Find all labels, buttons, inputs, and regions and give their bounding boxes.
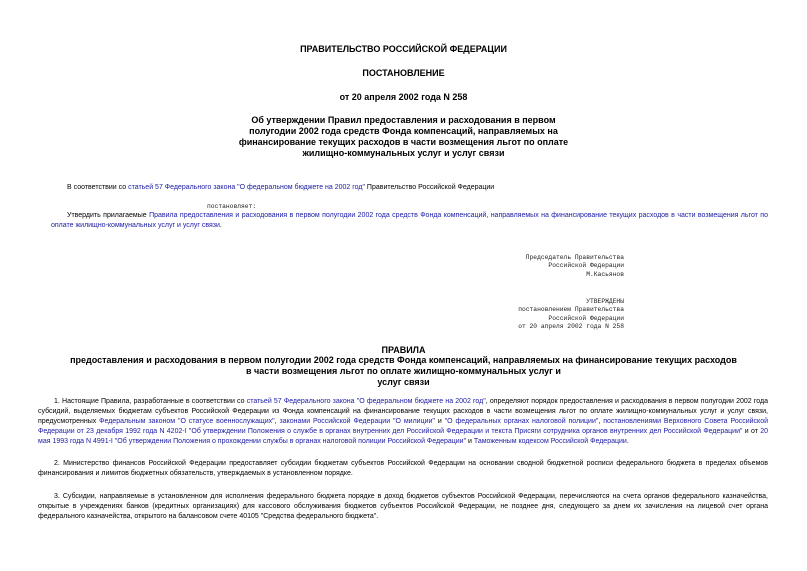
org-title: ПРАВИТЕЛЬСТВО РОССИЙСКОЙ ФЕДЕРАЦИИ [300,44,507,54]
approved-line: постановлением Правительства [518,306,624,314]
rules-subtitle-line: услуг связи [377,377,430,387]
law-link[interactable]: статьей 57 Федерального закона "О федеральном бюджете на 2002 год" [128,184,365,191]
tax-police-service-resolution-link[interactable]: 20 мая 1993 года N 4991-I "Об утверждении Положения о прохождении службы в органах налоговой полиции Российской Федерации" [38,428,768,445]
approved-line: Российской Федерации [548,314,624,322]
doc-title [0,115,807,159]
customs-code-link[interactable]: Таможенным кодексом Российской Федерации [473,438,627,445]
resolves-text: постановляет: [207,203,257,210]
preamble-text: Правительство Российской Федерации [364,184,495,191]
signature-line: Председатель Правительства [525,254,624,261]
approved-line: УТВЕРЖДЕНЫ [586,298,624,305]
rules-link[interactable]: Правила предоставления и расходования в первом полугодии 2002 года средств Фонда компенсаций, направляемых на финансирование текущих расходов в части возмещения льгот по оплате жилищно-коммунальных услуг и услуг связи [51,212,768,229]
doc-title-line: жилищно-коммунальных услуг и услуг связи [302,148,505,158]
paragraph-text: , определяют порядок предоставления и расходования в первом полугодии 2002 года субсидий, выделяемых бюджетам субъектов Российской Федерации из Фонда компенсаций на финансирование текущих расходов в части возмещения льгот по оплате жилищно-коммунальных услуг и услуг связи, предусмотренных [38,398,768,425]
militia-law-link[interactable]: законами Российской Федерации "О милиции" [279,418,435,425]
paragraph-text: и [434,418,445,425]
paragraph-text: 1. Настоящие Правила, разработанные в соответствии со [54,398,247,405]
approve-text: Утвердить прилагаемые [67,212,150,219]
doc-type: ПОСТАНОВЛЕНИЕ [362,68,445,78]
approved-block [450,298,624,331]
signature-line: М.Касьянов [586,270,624,278]
law-link[interactable]: статьей 57 Федерального закона "О федеральном бюджете на 2002 год" [246,398,486,405]
rules-paragraph-2: 2. Министерство финансов Российской Федерации предоставляет субсидии бюджетам субъектов Российской Федерации на основании сводной бюджетной росписи федерального бюджета в пределах объемов финансирования и лимитов бюджетных обязательств, утверждаемых в установленном порядке. [38,460,768,477]
rules-paragraph-1 [38,397,768,447]
approved-line: от 20 апреля 2002 года N 258 [518,322,624,330]
military-status-law-link[interactable]: Федеральным законом "О статусе военнослужащих" [99,418,275,425]
paragraph-text: , [274,418,280,425]
tax-police-law-link[interactable]: "О федеральных органах налоговой полиции" [444,418,599,425]
rules-subtitle [0,355,807,388]
paragraph-text: и [466,438,474,445]
preamble-text: В соответствии со [67,184,129,191]
rules-paragraph-3: 3. Субсидии, направляемые в установленном для исполнения федерального бюджета порядке в доход бюджетов субъектов Российской Федерации, перечисляются на счета органов федерального казначейства, открытые в учреждениях банков (кредитных организациях) для кассового обслуживания бюджетов субъектов Российской Федерации, не позднее дня, следующего за днем их зачисления на лицевой счет органа федерального казначейства, открытого на балансовом счете 40105 "Средства федерального бюджета". [38,493,768,520]
paragraph-text: , [598,418,604,425]
preamble [67,183,767,193]
doc-title-line: Об утверждении Правил предоставления и расходования в первом [251,115,556,125]
signature-block [450,254,624,279]
approve-paragraph [51,211,768,231]
doc-title-line: финансирование текущих расходов в части возмещения льгот по оплате [238,137,569,147]
rules-subtitle-line: предоставления и расходования в первом полугодии 2002 года средств Фонда компенсаций, направляемых на финансирование текущих расходов [70,355,737,365]
doc-date-number: от 20 апреля 2002 года N 258 [339,92,468,102]
approve-text: . [219,222,222,229]
doc-title-line: полугодии 2002 года средств Фонда компенсаций, направляемых на [249,126,558,136]
supreme-council-resolution-link[interactable]: постановлениями Верховного Совета Российской Федерации от 23 декабря 1992 года N 4202-I "Об утверждении Положения о службе в органах внутренних дел Российской Федерации и текста Присяги сотрудника органов внутренних дел Российской Федерации" [38,418,768,435]
rules-subtitle-line: в части возмещения льгот по оплате жилищно-коммунальных услуг и [246,366,561,376]
paragraph-text: . [626,438,629,445]
paragraph-text: и от [742,428,761,435]
signature-line: Российской Федерации [548,262,624,270]
rules-title: ПРАВИЛА [381,345,426,355]
